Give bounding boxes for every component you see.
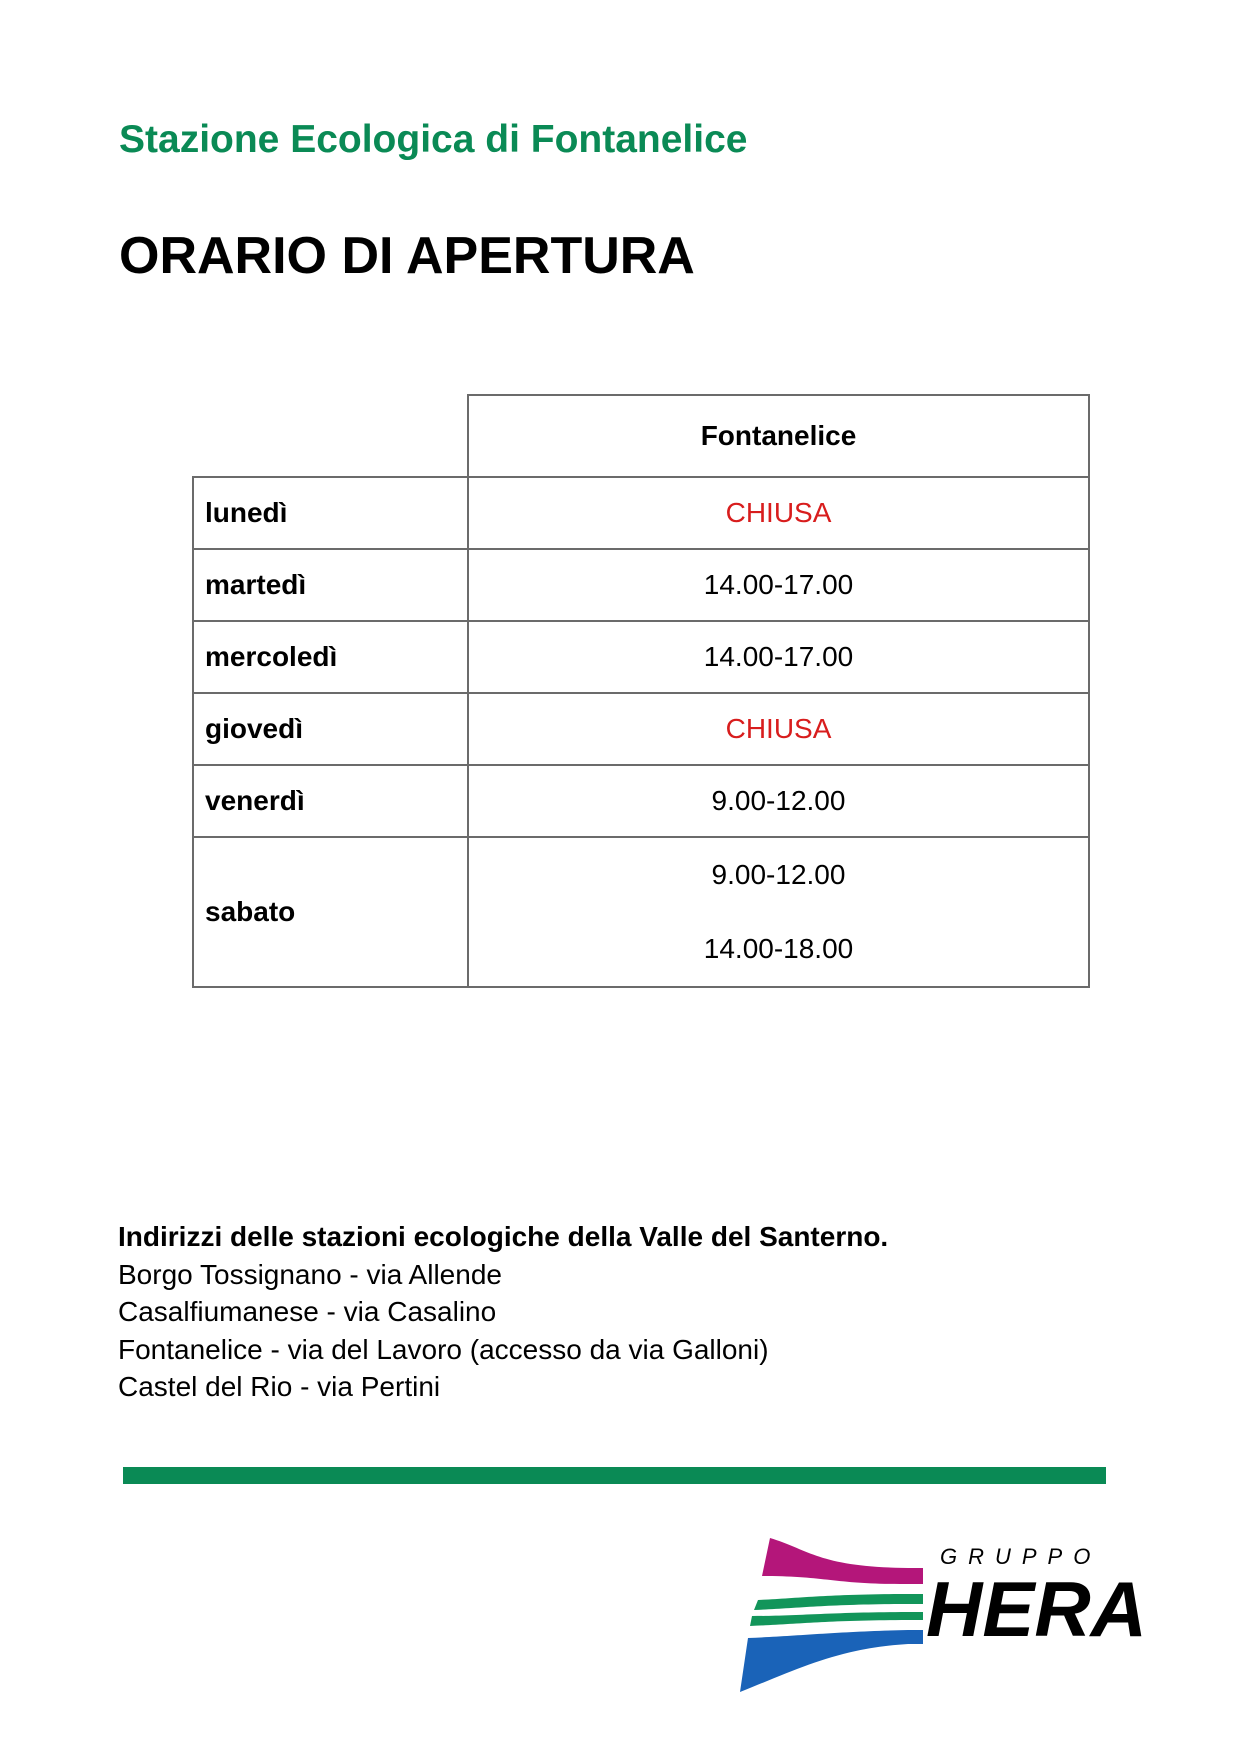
hours-value-group: [468, 837, 1089, 987]
opening-hours-table: [192, 394, 1090, 988]
hours-value: 14.00-17.00: [468, 621, 1089, 693]
day-label: mercoledì: [193, 621, 468, 693]
green-divider: [123, 1467, 1106, 1484]
table-row-tuesday: [193, 549, 1089, 621]
day-label: venerdì: [193, 765, 468, 837]
addresses-heading: Indirizzi delle stazioni ecologiche della Valle del Santerno.: [118, 1221, 889, 1252]
column-header-location: Fontanelice: [468, 395, 1089, 477]
hours-value: 9.00-12.00: [468, 765, 1089, 837]
hours-value-morning: 9.00-12.00: [711, 859, 846, 890]
table-row-saturday: [193, 837, 1089, 987]
logo-blue-stripe: [740, 1630, 923, 1692]
table-row-monday: [193, 477, 1089, 549]
day-label: martedì: [193, 549, 468, 621]
hours-value: 14.00-17.00: [468, 549, 1089, 621]
logo-magenta-stripe: [762, 1538, 923, 1584]
day-label: sabato: [193, 837, 468, 987]
logo-green-stripe: [754, 1594, 923, 1610]
logo-hera-text: HERA: [926, 1565, 1148, 1653]
table-row-wednesday: [193, 621, 1089, 693]
table-row-friday: [193, 765, 1089, 837]
address-line: Castel del Rio - via Pertini: [118, 1371, 441, 1402]
table-header-row: [193, 395, 1089, 477]
page-title: ORARIO DI APERTURA: [119, 227, 695, 285]
day-label: giovedì: [193, 693, 468, 765]
logo-gruppo-text: GRUPPO: [940, 1544, 1102, 1569]
address-line: Casalfiumanese - via Casalino: [118, 1296, 497, 1327]
addresses-section: [118, 1218, 888, 1406]
logo-green-stripe-2: [750, 1612, 923, 1626]
hera-logo: [740, 1538, 1148, 1692]
station-subtitle: Stazione Ecologica di Fontanelice: [119, 118, 748, 161]
table-row-thursday: [193, 693, 1089, 765]
hours-value-afternoon: 14.00-18.00: [703, 933, 854, 964]
hours-value: CHIUSA: [468, 693, 1089, 765]
address-line: Fontanelice - via del Lavoro (accesso da via Galloni): [118, 1333, 769, 1365]
address-line: Borgo Tossignano - via Allende: [118, 1258, 502, 1290]
table-corner-cell: [193, 395, 468, 477]
day-label: lunedì: [193, 477, 468, 549]
hours-value: CHIUSA: [468, 477, 1089, 549]
